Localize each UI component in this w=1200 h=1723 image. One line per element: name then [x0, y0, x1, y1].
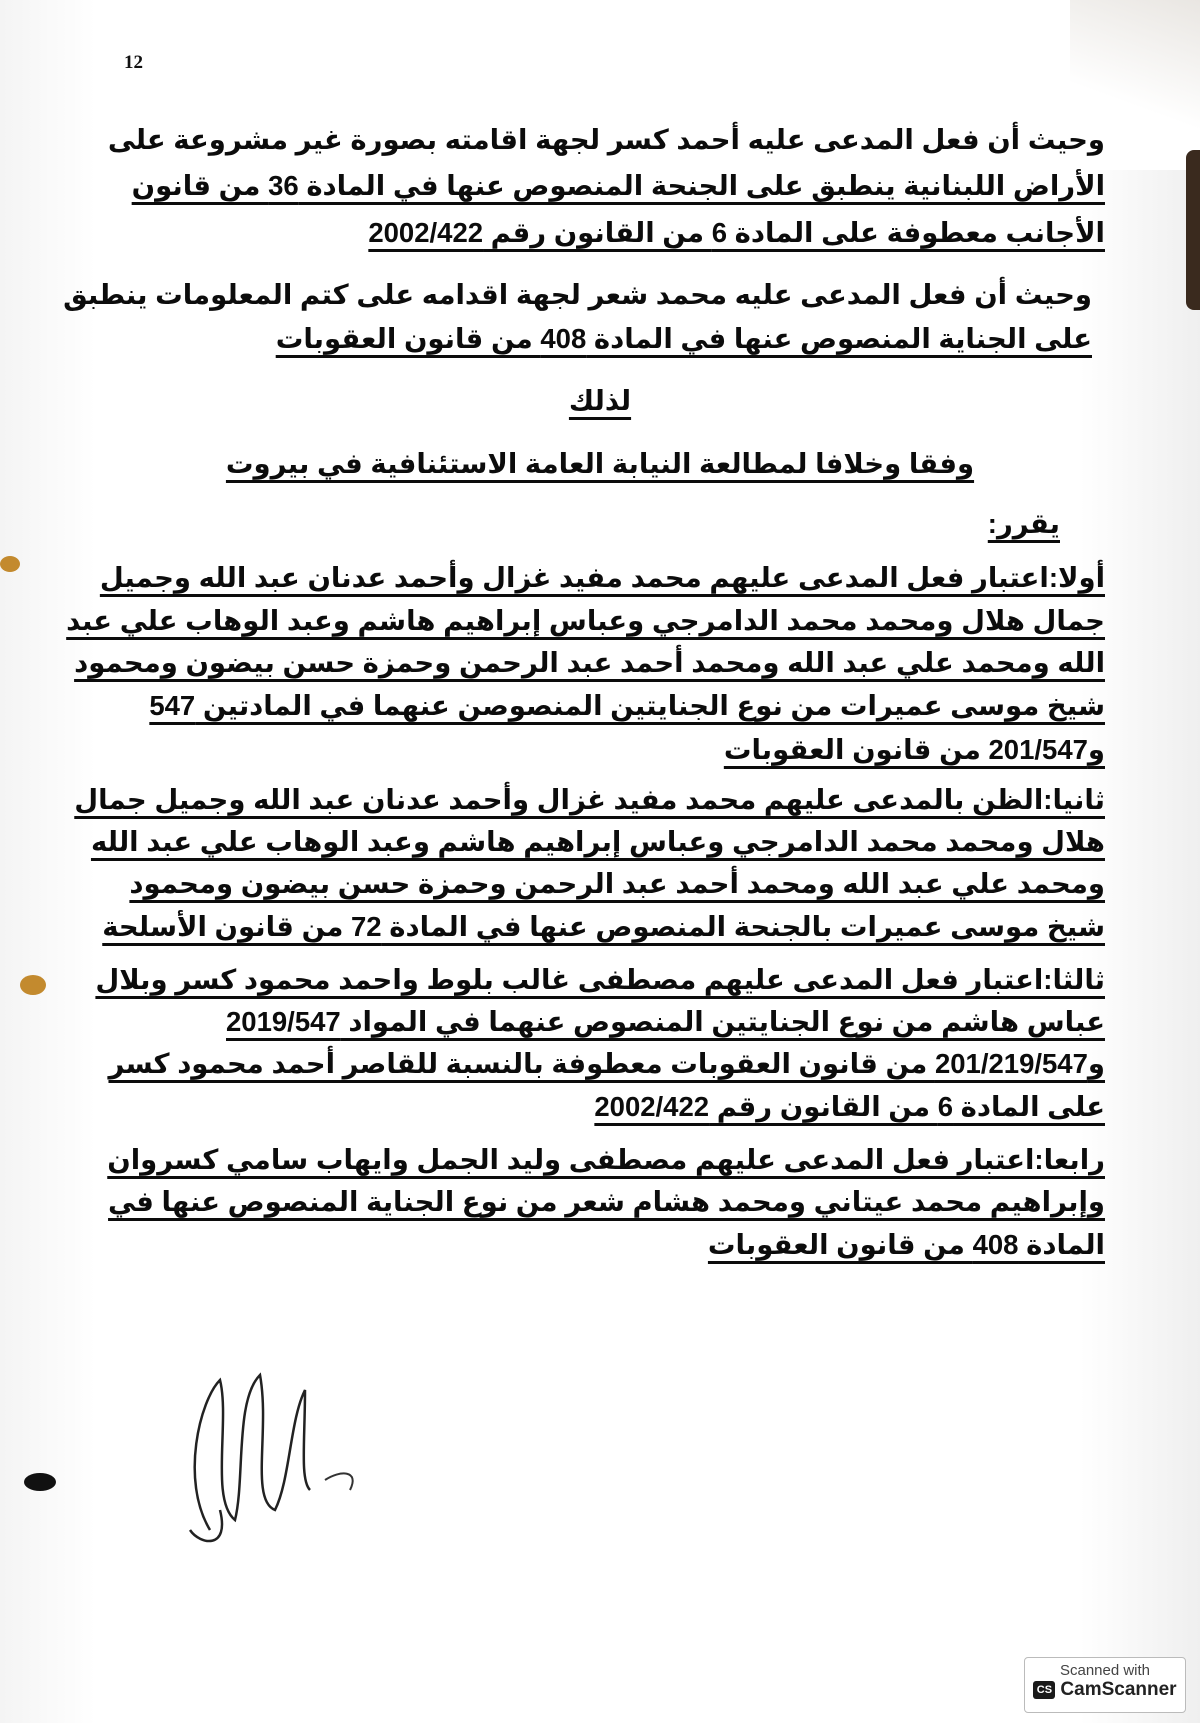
text-line: الله ومحمد علي عبد الله ومحمد أحمد عبد الرحمن وحمزة حسن بيضون ومحمود [74, 647, 1105, 678]
text-line: الأراض اللبنانية ينطبق على الجنحة المنصوص عنها في المادة 36 من قانون [131, 170, 1105, 201]
page-number: 12 [124, 52, 143, 73]
text-line: وحيث أن فعل المدعى عليه أحمد كسر لجهة اقامته بصورة غير مشروعة على [107, 124, 1105, 155]
text-line: يقرر: [987, 508, 1060, 539]
handwritten-signature [60, 1360, 420, 1560]
text-line: جمال هلال ومحمد محمد الدامرجي وعباس إبراهيم هاشم وعبد الوهاب علي عبد [66, 605, 1105, 636]
punch-hole [0, 556, 20, 572]
text-line: وفقا وخلافا لمطالعة النيابة العامة الاستئنافية في بيروت [225, 448, 975, 479]
camscanner-watermark [1024, 1657, 1186, 1713]
text-line: ثانيا:الظن بالمدعى عليهم محمد مفيد غزال وأحمد عدنان عبد الله وجميل جمال [74, 784, 1105, 815]
text-line: الأجانب معطوفة على المادة 6 من القانون رقم 2002/422 [368, 217, 1105, 248]
punch-hole [20, 975, 46, 995]
text-line: أولا:اعتبار فعل المدعى عليهم محمد مفيد غزال وأحمد عدنان عبد الله وجميل [99, 562, 1105, 593]
text-line: على الجناية المنصوص عنها في المادة 408 من قانون العقوبات [275, 323, 1092, 354]
text-line: شيخ موسى عميرات من نوع الجنايتين المنصوصن عنهما في المادتين 547 [149, 690, 1105, 721]
text-line: على المادة 6 من القانون رقم 2002/422 [594, 1091, 1105, 1122]
text-line: وحيث أن فعل المدعى عليه محمد شعر لجهة اقدامه على كتم المعلومات ينطبق [63, 279, 1092, 310]
text-line: ثالثا:اعتبار فعل المدعى عليهم مصطفى غالب بلوط واحمد محمود كسر وبلال [95, 964, 1105, 995]
punch-hole [24, 1473, 56, 1491]
text-line: ومحمد علي عبد الله ومحمد أحمد عبد الرحمن وحمزة حسن بيضون ومحمود [129, 868, 1105, 899]
text-line: و201/219/547 من قانون العقوبات معطوفة بالنسبة للقاصر أحمد محمود كسر [108, 1048, 1105, 1079]
text-line: وإبراهيم محمد عيتاني ومحمد هشام شعر من نوع الجناية المنصوص عنها في [108, 1186, 1105, 1217]
text-line: عباس هاشم من نوع الجنايتين المنصوص عنهما في المواد 2019/547 [226, 1006, 1105, 1037]
text-line: لذلك [568, 385, 632, 416]
text-line: شيخ موسى عميرات بالجنحة المنصوص عنها في المادة 72 من قانون الأسلحة [102, 911, 1105, 942]
text-line: المادة 408 من قانون العقوبات [707, 1229, 1105, 1260]
watermark-line1: Scanned with [1059, 1662, 1151, 1679]
text-line: هلال ومحمد محمد الدامرجي وعباس إبراهيم هاشم وعبد الوهاب علي عبد الله [90, 826, 1105, 857]
camscanner-logo-icon: CS [1033, 1681, 1055, 1699]
text-line: و201/547 من قانون العقوبات [723, 734, 1105, 765]
text-line: رابعا:اعتبار فعل المدعى عليهم مصطفى وليد الجمل وايهاب سامي كسروان [107, 1144, 1105, 1175]
watermark-line2: CamScanner [1060, 1679, 1177, 1700]
page-edge-shadow [1186, 150, 1200, 310]
